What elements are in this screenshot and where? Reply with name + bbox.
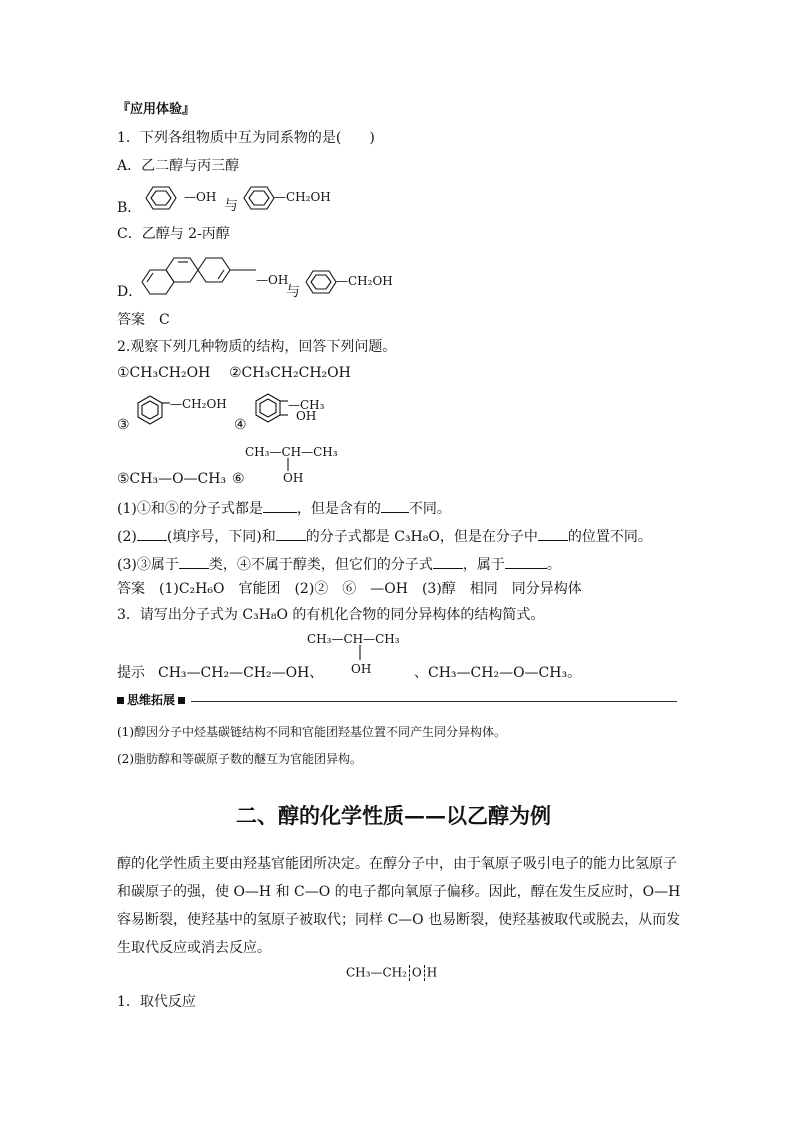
q2-substance-5: ⑤CH₃—O—CH₃ <box>117 471 227 487</box>
thinking-point-1: (1)醇因分子中烃基碳链结构不同和官能团羟基位置不同产生同分异构体。 <box>117 725 507 739</box>
formula-part: O <box>411 965 422 980</box>
q2-sub1-b: ，但是含有的 <box>296 501 381 517</box>
cleavage-mark <box>424 965 425 981</box>
q3-stem: 3．请写出分子式为 C₃H₈O 的有机化合物的同分异构体的结构简式。 <box>117 607 545 623</box>
q2-substance-4-label: ④ <box>234 417 247 433</box>
paragraph-line: 容易断裂，使羟基中的氢原子被取代；同样 C—O 也易断裂，使羟基被取代或脱去，从而发 <box>117 912 681 928</box>
q2-sub1-a: (1)①和⑤的分子式都是 <box>117 501 263 517</box>
paragraph-line: 和碳原子的强，使 O—H 和 C—O 的电子都向氧原子偏移。因此，醇在发生反应时，O—H <box>117 884 681 900</box>
answer-blank[interactable] <box>538 528 568 541</box>
answer-blank[interactable] <box>179 556 209 569</box>
q2-sub3-c: ，属于 <box>462 557 505 573</box>
section-header: 『应用体验』 <box>117 102 196 117</box>
answer-blank[interactable] <box>263 500 297 513</box>
benzene-ring-icon <box>136 183 186 213</box>
q3-tip-label: 提示 <box>117 665 145 681</box>
cleavage-mark <box>409 965 410 981</box>
answer-blank[interactable] <box>433 556 463 569</box>
q1-b-ch2oh: —CH₂OH <box>274 190 331 204</box>
q2-answer: 答案 (1)C₂H₆O 官能团 (2)② ⑥ —OH (3)醇 相同 同分异构体 <box>117 581 582 597</box>
q2-s4-ch3: —CH₃ <box>288 398 325 412</box>
q1-d-oh: —OH <box>256 273 289 287</box>
q3-tip-1: CH₃—CH₂—CH₂—OH、 <box>158 665 324 681</box>
q2-s6-oh: OH <box>283 471 304 485</box>
section-title: 二、醇的化学性质——以乙醇为例 <box>236 803 551 828</box>
ethanol-formula <box>346 965 437 981</box>
q1-option-a: A．乙二醇与丙三醇 <box>117 158 240 174</box>
formula-part: CH₃—CH₂ <box>346 965 407 980</box>
thinking-point-2: (2)脂肪醇和等碳原子数的醚互为官能团异构。 <box>117 752 362 766</box>
q1-d-ch2oh: —CH₂OH <box>336 274 393 288</box>
paragraph-line: 醇的化学性质主要由羟基官能团所决定。在醇分子中，由于氧原子吸引电子的能力比氢原子 <box>117 856 677 872</box>
q1-b-oh: —OH <box>184 190 217 204</box>
bond-line <box>355 645 365 661</box>
q2-sub2-d: 的位置不同。 <box>567 529 652 545</box>
answer-blank[interactable] <box>137 528 167 541</box>
q2-substance-2: ②CH₃CH₂CH₂OH <box>229 365 351 381</box>
q2-stem: 2.观察下列几种物质的结构，回答下列问题。 <box>117 339 397 355</box>
q1-option-c: C．乙醇与 2-丙醇 <box>117 226 230 242</box>
q2-sub2-b: (填序号，下同)和 <box>166 529 276 545</box>
q1-option-d-label: D． <box>117 284 143 300</box>
paragraph-line: 生取代反应或消去反应。 <box>117 940 271 956</box>
formula-part: H <box>426 965 438 980</box>
subsection-substitution: 1．取代反应 <box>117 994 196 1010</box>
answer-blank[interactable] <box>505 556 547 569</box>
q2-sub3-d: 。 <box>546 557 561 573</box>
q3-tip-oh: OH <box>351 662 372 676</box>
q2-sub3-a: (3)③属于 <box>117 557 179 573</box>
thinking-title <box>117 694 191 706</box>
q1-d-yu: 与 <box>286 284 300 300</box>
square-bullet-icon <box>117 697 124 704</box>
answer-blank[interactable] <box>276 528 306 541</box>
phenanthrene-ring-icon <box>136 248 266 300</box>
q2-substance-6-label: ⑥ <box>232 471 245 487</box>
thinking-title-text: 思维拓展 <box>127 693 176 707</box>
q2-substance-1: ①CH₃CH₂OH <box>117 365 211 381</box>
q2-s4-oh: OH <box>296 409 317 423</box>
q3-tip-chain: CH₃—CH—CH₃ <box>307 632 400 646</box>
q3-tip-3: 、CH₃—CH₂—O—CH₃。 <box>414 665 582 681</box>
square-bullet-icon <box>178 697 185 704</box>
q2-sub3-b: 类，④不属于醇类，但它们的分子式 <box>208 557 433 573</box>
q2-substance-3-label: ③ <box>117 417 130 433</box>
q1-option-b-label: B． <box>117 200 142 216</box>
q1-stem: 1．下列各组物质中互为同系物的是( ) <box>117 130 375 146</box>
q2-sub1-c: 不同。 <box>408 501 451 517</box>
q2-sub3 <box>117 556 561 572</box>
bond-line <box>283 458 293 472</box>
q2-s3-group: —CH₂OH <box>170 397 227 411</box>
q2-s6-chain: CH₃—CH—CH₃ <box>245 445 338 459</box>
q1-answer: 答案 C <box>117 312 170 328</box>
q2-sub2-c: 的分子式都是 C₃H₈O，但是在分子中 <box>305 529 538 545</box>
q1-b-yu: 与 <box>224 198 238 214</box>
q2-sub2-a: (2) <box>117 529 137 545</box>
divider <box>117 701 677 702</box>
q2-sub1 <box>117 500 451 516</box>
q2-sub2 <box>117 528 652 544</box>
answer-blank[interactable] <box>381 500 409 513</box>
